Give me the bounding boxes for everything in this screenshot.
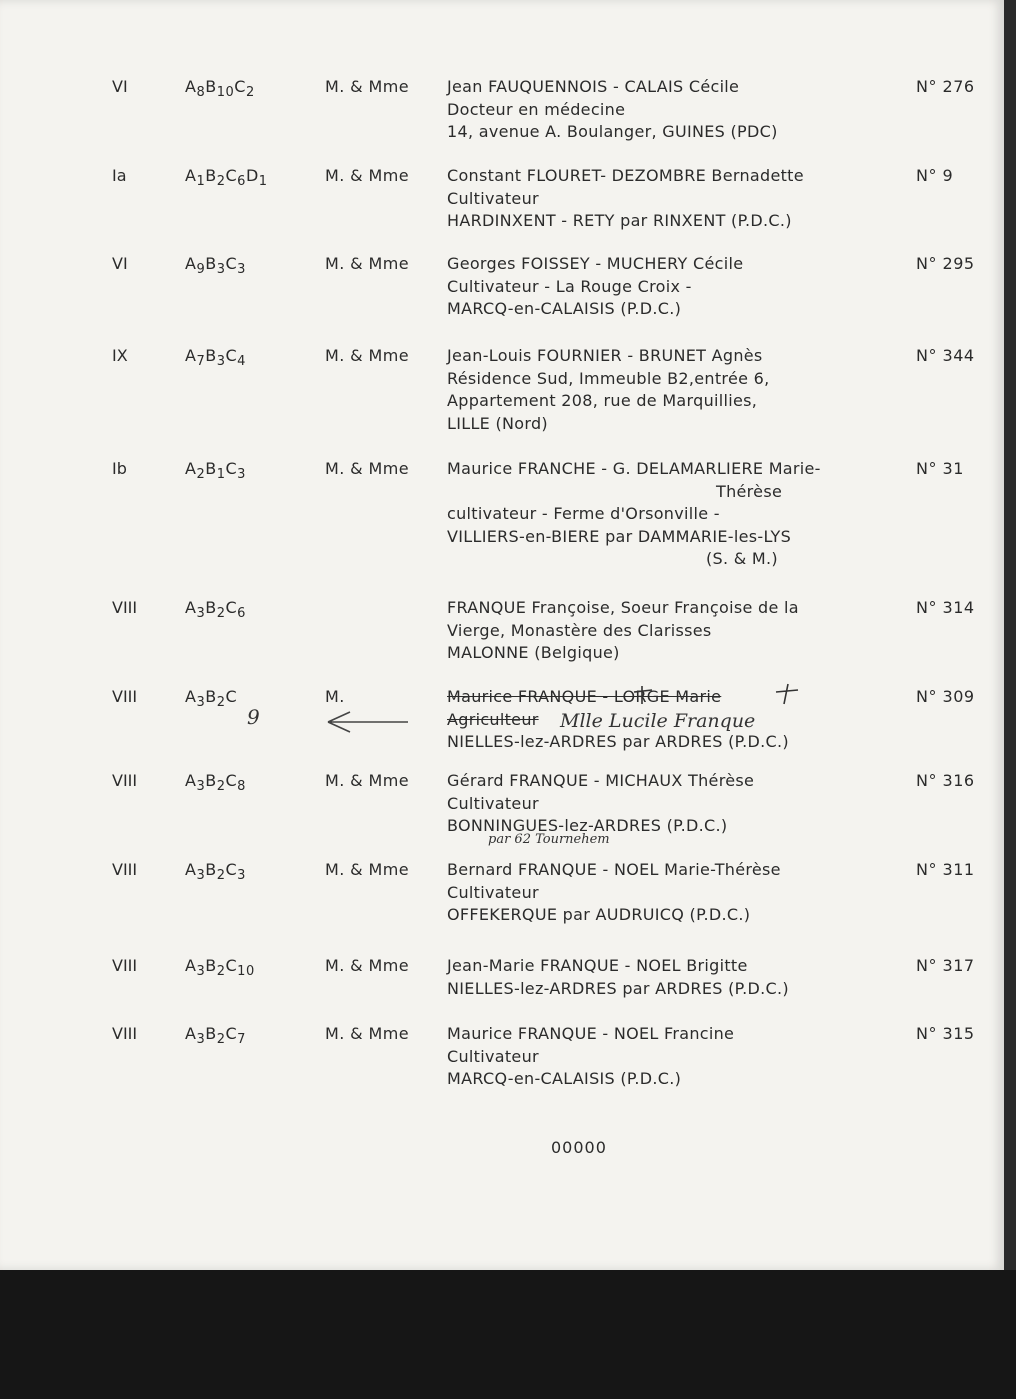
address-line: MARCQ-en-CALAISIS (P.D.C.) [447,299,682,318]
code-index: 3 [237,868,246,883]
code-index: 2 [216,964,226,979]
generation-label: Ia [112,166,127,185]
address-line: Cultivateur - La Rouge Croix - [447,276,692,296]
handwritten-cross-marks [600,678,820,708]
address-line: Cultivateur [447,1046,539,1066]
code-letter: B [205,166,217,185]
address-lines [447,76,778,144]
page-footer: 00000 [551,1138,607,1157]
address-line: Docteur en médecine [447,99,626,119]
code-letter: C [225,956,238,975]
entry-number: N° 9 [916,166,954,185]
address-lines [447,597,799,665]
generation-label: VI [112,77,128,96]
code-letter: C [234,77,246,96]
code-letter: B [205,598,217,617]
code-index: 3 [196,779,206,794]
address-line: Cultivateur [447,793,539,813]
address-line: Jean-Marie FRANQUE - NOEL Brigitte [447,956,748,975]
code-index: 1 [196,174,206,189]
code-letter: C [225,687,238,706]
address-line: Constant FLOURET- DEZOMBRE Bernadette [447,166,804,185]
code-letter: A [185,860,197,879]
code-index: 2 [216,606,226,621]
genealogy-code [185,345,246,374]
code-index: 2 [216,868,226,883]
code-index: 2 [216,779,226,794]
scan-background [0,1270,1016,1399]
code-letter: A [185,771,197,790]
entry-number: N° 344 [916,346,975,365]
code-letter: A [185,346,197,365]
code-index: 6 [237,606,246,621]
address-line: Bernard FRANQUE - NOEL Marie-Thérèse [447,860,781,879]
civility-title: M. & Mme [325,166,409,185]
code-index: 2 [196,467,206,482]
code-index: 3 [216,262,226,277]
genealogy-code [185,770,246,799]
code-index: 3 [196,964,206,979]
civility-title: M. & Mme [325,459,409,478]
code-letter: A [185,77,197,96]
entry-number: N° 316 [916,771,975,790]
code-letter: C [225,254,238,273]
address-lines [447,859,781,927]
code-letter: A [185,598,197,617]
address-line: MALONNE (Belgique) [447,643,620,662]
genealogy-code [185,253,246,282]
code-letter: B [205,687,217,706]
code-letter: B [205,860,217,879]
code-letter: C [225,459,238,478]
civility-title: M. [325,687,345,706]
code-letter: C [225,598,238,617]
code-letter: B [205,459,217,478]
code-letter: C [225,346,238,365]
code-letter: A [185,956,197,975]
genealogy-code [185,859,246,888]
code-letter: B [205,956,217,975]
code-letter: D [245,166,259,185]
generation-label: VIII [112,598,138,617]
address-line: Agriculteur [447,709,539,729]
address-lines [447,253,743,321]
code-index: 7 [196,354,206,369]
address-line: Résidence Sud, Immeuble B2,entrée 6, [447,368,770,388]
address-line: HARDINXENT - RETY par RINXENT (P.D.C.) [447,211,792,230]
entry-number: N° 317 [916,956,975,975]
code-index: 3 [216,354,226,369]
address-line: Maurice FRANCHE - G. DELAMARLIERE Marie- [447,459,821,478]
code-index: 9 [196,262,206,277]
genealogy-code [185,458,246,487]
address-line: FRANQUE Françoise, Soeur Françoise de la [447,598,799,617]
civility-title: M. & Mme [325,346,409,365]
civility-title: M. & Mme [325,860,409,879]
address-lines [447,1023,734,1091]
code-letter: B [205,77,217,96]
handwritten-mlle-name: Mlle Lucile Franque [560,710,756,732]
code-letter: C [225,166,238,185]
generation-label: IX [112,346,128,365]
address-line: cultivateur - Ferme d'Orsonville - [447,504,720,523]
entry-number: N° 309 [916,687,975,706]
civility-title: M. & Mme [325,254,409,273]
code-letter: B [205,771,217,790]
code-index: 2 [216,1032,226,1047]
genealogy-code [185,686,237,715]
address-line: Jean FAUQUENNOIS - CALAIS Cécile [447,77,740,96]
code-index: 1 [258,174,268,189]
code-letter: A [185,1024,197,1043]
code-index: 2 [216,695,226,710]
generation-label: VI [112,254,128,273]
code-index: 8 [196,85,206,100]
code-letter: B [205,254,217,273]
address-lines [447,165,804,233]
civility-title: M. & Mme [325,771,409,790]
code-index: 2 [245,85,255,100]
code-index: 3 [196,1032,206,1047]
code-letter: B [205,346,217,365]
generation-label: VIII [112,860,138,879]
code-index: 10 [237,964,255,979]
address-line: Gérard FRANQUE - MICHAUX Thérèse [447,771,755,790]
address-lines [447,345,770,435]
address-line: 14, avenue A. Boulanger, GUINES (PDC) [447,122,778,141]
code-index: 10 [216,85,235,100]
code-letter: C [225,771,238,790]
code-index: 8 [237,779,246,794]
code-index: 2 [216,174,226,189]
address-line: Georges FOISSEY - MUCHERY Cécile [447,254,744,273]
code-index: 4 [237,354,246,369]
address-lines [447,458,821,571]
code-letter: C [225,860,238,879]
address-line: VILLIERS-en-BIERE par DAMMARIE-les-LYS [447,526,792,546]
code-letter: A [185,459,197,478]
address-line: LILLE (Nord) [447,413,548,433]
code-index: 3 [237,467,246,482]
code-letter: B [205,1024,217,1043]
code-letter: A [185,254,197,273]
code-index: 7 [237,1032,246,1047]
civility-title: M. & Mme [325,1024,409,1043]
code-index: 6 [237,174,246,189]
code-letter: C [225,1024,238,1043]
address-line: Vierge, Monastère des Clarisses [447,620,712,640]
code-index: 1 [216,467,226,482]
code-index: 3 [196,695,206,710]
genealogy-code [185,165,268,194]
entry-number: N° 315 [916,1024,975,1043]
handwritten-subscript: 9 [247,705,260,729]
civility-title: M. & Mme [325,956,409,975]
generation-label: Ib [112,459,127,478]
address-line: NIELLES-lez-ARDRES par ARDRES (P.D.C.) [447,978,789,998]
address-line: MARCQ-en-CALAISIS (P.D.C.) [447,1069,682,1088]
genealogy-code [185,597,246,626]
address-line: Jean-Louis FOURNIER - BRUNET Agnès [447,346,763,365]
code-index: 3 [196,606,206,621]
generation-label: VIII [112,687,138,706]
address-line: Cultivateur [447,882,539,902]
address-line: OFFEKERQUE par AUDRUICQ (P.D.C.) [447,905,751,924]
entry-number: N° 31 [916,459,964,478]
genealogy-code [185,1023,246,1052]
address-line: NIELLES-lez-ARDRES par ARDRES (P.D.C.) [447,732,789,751]
entry-number: N° 276 [916,77,975,96]
address-lines [447,770,754,838]
code-index: 3 [196,868,206,883]
genealogy-code [185,955,255,984]
genealogy-code [185,76,255,105]
address-line: (S. & M.) [706,549,778,568]
address-line: BONNINGUES-lez-ARDRES (P.D.C.) [447,816,728,835]
code-index: 3 [237,262,246,277]
address-line: Thérèse [716,481,783,501]
address-line: Cultivateur [447,188,539,208]
entry-number: N° 311 [916,860,975,879]
code-letter: A [185,687,197,706]
address-line: Maurice FRANQUE - NOEL Francine [447,1024,735,1043]
entry-number: N° 295 [916,254,975,273]
generation-label: VIII [112,771,138,790]
address-lines [447,955,789,1000]
address-line: Maurice FRANQUE - LORGE Marie [447,687,722,706]
code-letter: A [185,166,197,185]
handwritten-address-note: par 62 Tournehem [488,832,610,847]
generation-label: VIII [112,956,138,975]
handwritten-arrow [322,706,412,736]
entry-number: N° 314 [916,598,975,617]
address-line: Appartement 208, rue de Marquillies, [447,391,758,410]
generation-label: VIII [112,1024,138,1043]
civility-title: M. & Mme [325,77,409,96]
